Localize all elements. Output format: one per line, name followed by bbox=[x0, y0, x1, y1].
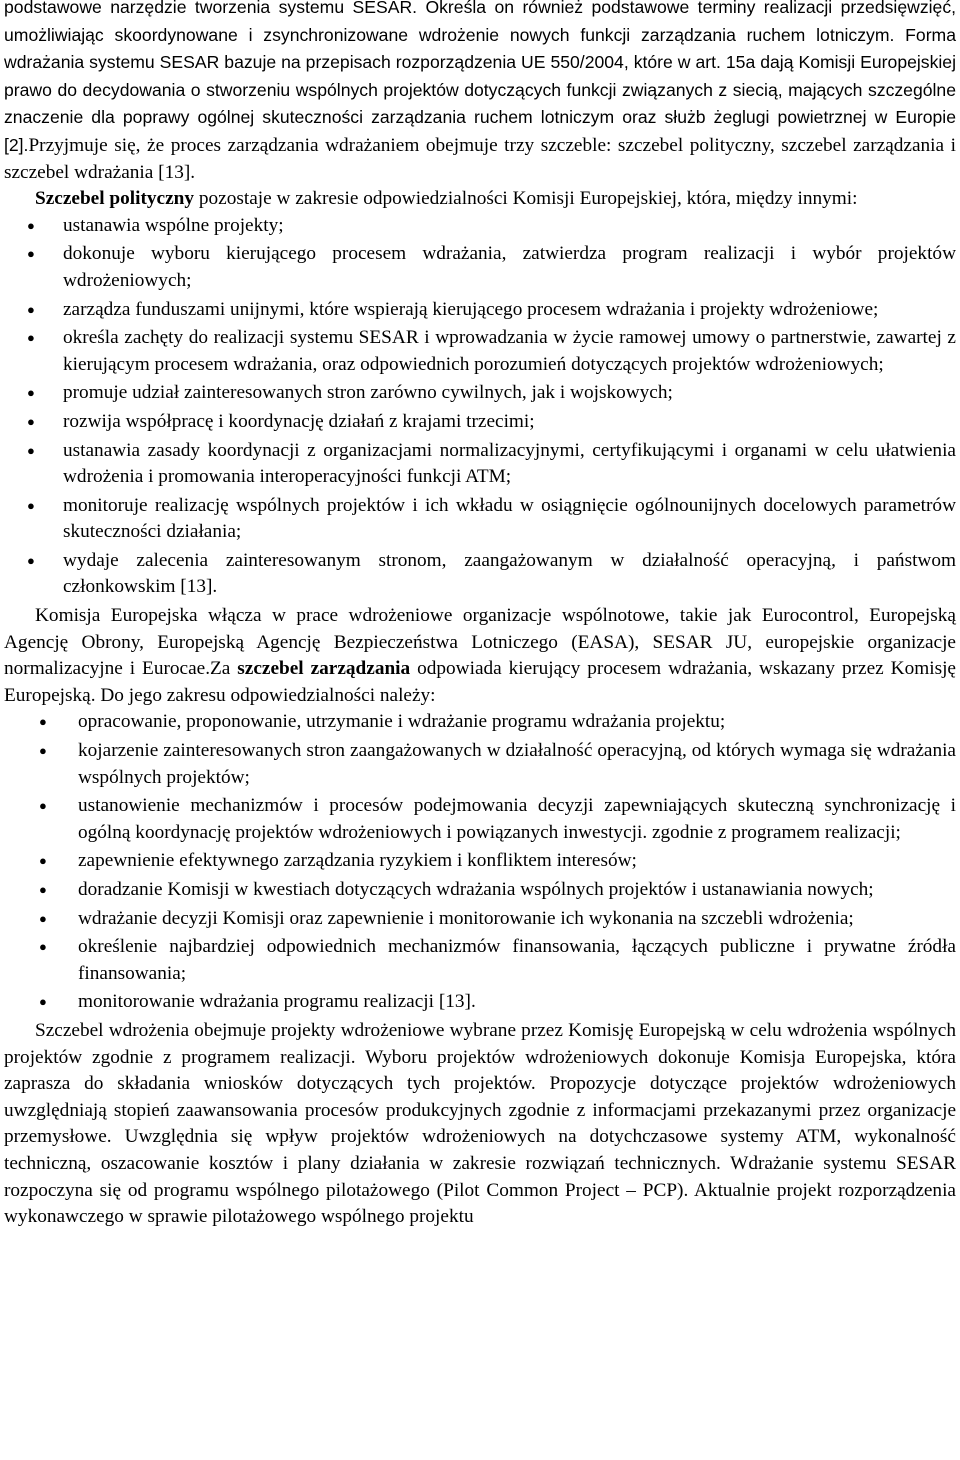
list-item: ● określenie najbardziej odpowiednich mechanizmów finansowania, łączących publiczne i prywatne źródła finansowania; bbox=[39, 936, 956, 984]
list-item: ● monitorowanie wdrażania programu realizacji [13]. bbox=[4, 989, 956, 1016]
document-page bbox=[4, 0, 956, 1231]
list-item: ● monitoruje realizację wspólnych projektów i ich wkładu w osiągnięcie ogólnounijnych docelowych parametrów skuteczności działania; bbox=[27, 494, 956, 543]
bullet-icon: ● bbox=[27, 552, 35, 568]
list-item: ● wydaje zalecenia zainteresowanym stronom, zaangażowanym w działalność operacyjną, i państwom członkowskim [13]. bbox=[27, 549, 956, 598]
bullet-icon: ● bbox=[27, 301, 35, 317]
bullet-icon: ● bbox=[27, 413, 35, 429]
list-item: ● ustanowienie mechanizmów i procesów podejmowania decyzji zapewniających skuteczną synchronizację i ogólną koordynację projektów wdrożeniowych i powiązanych inwestycji. zgodnie z programem realizacji; bbox=[39, 795, 956, 843]
bullet-icon: ● bbox=[39, 714, 47, 730]
bullet-icon: ● bbox=[39, 798, 47, 814]
list-item: ● zarządza funduszami unijnymi, które wspierają kierującego procesem wdrażania i projekty wdrożeniowe; bbox=[4, 297, 956, 324]
implementation-level-paragraph: Szczebel wdrożenia obejmuje projekty wdrożeniowe wybrane przez Komisję Europejską w celu wdrożenia wspólnych projektów zgodnie z programem realizacji. Wyboru projektów wdrożeniowych dokonuje Komisja Europejska, która zaprasza do składania wniosków dotyczących tych projektów. Propozycje dotyczące projektów wdrożeniowych uwzględniają stopień zaawansowania procesów produkcyjnych zgodnie z informacjami przekazanymi przez organizacje przemysłowe. Uwzględnia się wpływ projektów wdrożeniowych na dotychczasowe systemy ATM, wykonalność techniczną, oszacowanie kosztów i plany działania w zakresie rozwiązań technicznych. Wdrażanie systemu SESAR rozpoczyna się od programu wspólnego pilotażowego (Pilot Common Project – PCP). Aktualnie projekt rozporządzenia wykonawczego w sprawie pilotażowego wspólnego projektu bbox=[4, 1019, 956, 1228]
list-item: ● ustanawia wspólne projekty; bbox=[4, 213, 956, 240]
list-item: ● zapewnienie efektywnego zarządzania ryzykiem i konfliktem interesów; bbox=[4, 848, 956, 875]
management-lead: odpowiada kierujący procesem wdrażania, wskazany przez Komisję Europejską. Do jego zakresu odpowiedzialności należy: bbox=[4, 658, 956, 706]
management-level-paragraph bbox=[4, 603, 956, 709]
list-item: ● ustanawia zasady koordynacji z organizacjami normalizacyjnymi, certyfikującymi i organami w celu ułatwienia wdrożenia i promowania interoperacyjności funkcji ATM; bbox=[27, 439, 956, 488]
bullet-icon: ● bbox=[27, 385, 35, 401]
bullet-icon: ● bbox=[39, 743, 47, 759]
bullet-icon: ● bbox=[27, 246, 35, 262]
bullet-icon: ● bbox=[39, 882, 47, 897]
intro-sans-text: podstawowe narzędzie tworzenia systemu SESAR. Określa on również podstawowe terminy realizacji przedsięwzięć, umożliwiając skoordynowane i zsynchronizowane wdrożenie nowych funkcji zarządzania ruchem lotniczym. Forma wdrażania systemu SESAR bazuje na przepisach rozporządzenia UE 550/2004, które w art. 15a dają Komisji Europejskiej prawo do decydowania o stworzeniu wspólnych projektów dotyczących funkcji związanych z siecią, mających szczególne znaczenie dla poprawy ogólnej skuteczności zarządzania ruchem lotniczym oraz służb żeglugi powietrznej w Europie [2]. bbox=[4, 0, 956, 155]
list-item: ● promuje udział zainteresowanych stron zarówno cywilnych, jak i wojskowych; bbox=[4, 380, 956, 407]
list-item: ● dokonuje wyboru kierującego procesem wdrażania, zatwierdza program realizacji i wybór projektów wdrożeniowych; bbox=[27, 243, 956, 291]
intro-serif-text: Przyjmuje się, że proces zarządzania wdrażaniem obejmuje trzy szczeble: szczebel polityczny, szczebel zarządzania i szczebel wdrażania [13]. bbox=[4, 134, 956, 183]
list-item: ● opracowanie, proponowanie, utrzymanie i wdrażanie programu wdrażania projektu; bbox=[4, 709, 956, 736]
list-item: ● określa zachęty do realizacji systemu SESAR i wprowadzania w życie ramowej umowy o partnerstwie, zawartej z kierującym procesem wdrażania, oraz odpowiednich porozumień dotyczących projektów wdrożeniowych; bbox=[27, 327, 956, 375]
management-intro-text: Komisja Europejska włącza w prace wdrożeniowe organizacje wspólnotowe, takie jak Eurocontrol, Europejską Agencję Obrony, Europejską Agencję Bezpieczeństwa Lotniczego (EASA), SESAR JU, europejskie organizacje normalizacyjne i Eurocae.Za bbox=[4, 605, 956, 680]
bullet-icon: ● bbox=[27, 330, 35, 346]
bullet-icon: ● bbox=[39, 939, 47, 955]
bullet-icon: ● bbox=[27, 217, 35, 233]
intro-paragraph bbox=[4, 0, 956, 186]
bullet-icon: ● bbox=[39, 853, 47, 869]
list-item: ● rozwija współpracę i koordynację działań z krajami trzecimi; bbox=[4, 409, 956, 436]
political-duties-list bbox=[4, 213, 956, 601]
list-item: ● kojarzenie zainteresowanych stron zaangażowanych w działalność operacyjną, od których wymaga się wdrażania wspólnych projektów; bbox=[39, 740, 956, 788]
management-level-heading: szczebel zarządzania bbox=[237, 658, 411, 680]
list-item: ● wdrażanie decyzji Komisji oraz zapewnienie i monitorowanie ich wykonania na szczebli wdrożenia; bbox=[4, 906, 956, 933]
political-level-heading: Szczebel polityczny bbox=[35, 188, 195, 210]
political-level-paragraph bbox=[4, 186, 956, 213]
management-duties-list bbox=[4, 709, 956, 1016]
list-item: ● doradzanie Komisji w kwestiach dotyczących wdrażania wspólnych projektów i ustanawiania nowych; bbox=[4, 877, 956, 904]
bullet-icon: ● bbox=[27, 497, 35, 513]
bullet-icon: ● bbox=[39, 994, 47, 1010]
bullet-icon: ● bbox=[39, 910, 47, 926]
bullet-icon: ● bbox=[27, 442, 35, 458]
political-level-lead: pozostaje w zakresie odpowiedzialności Komisji Europejskiej, która, między innymi: bbox=[194, 188, 858, 210]
